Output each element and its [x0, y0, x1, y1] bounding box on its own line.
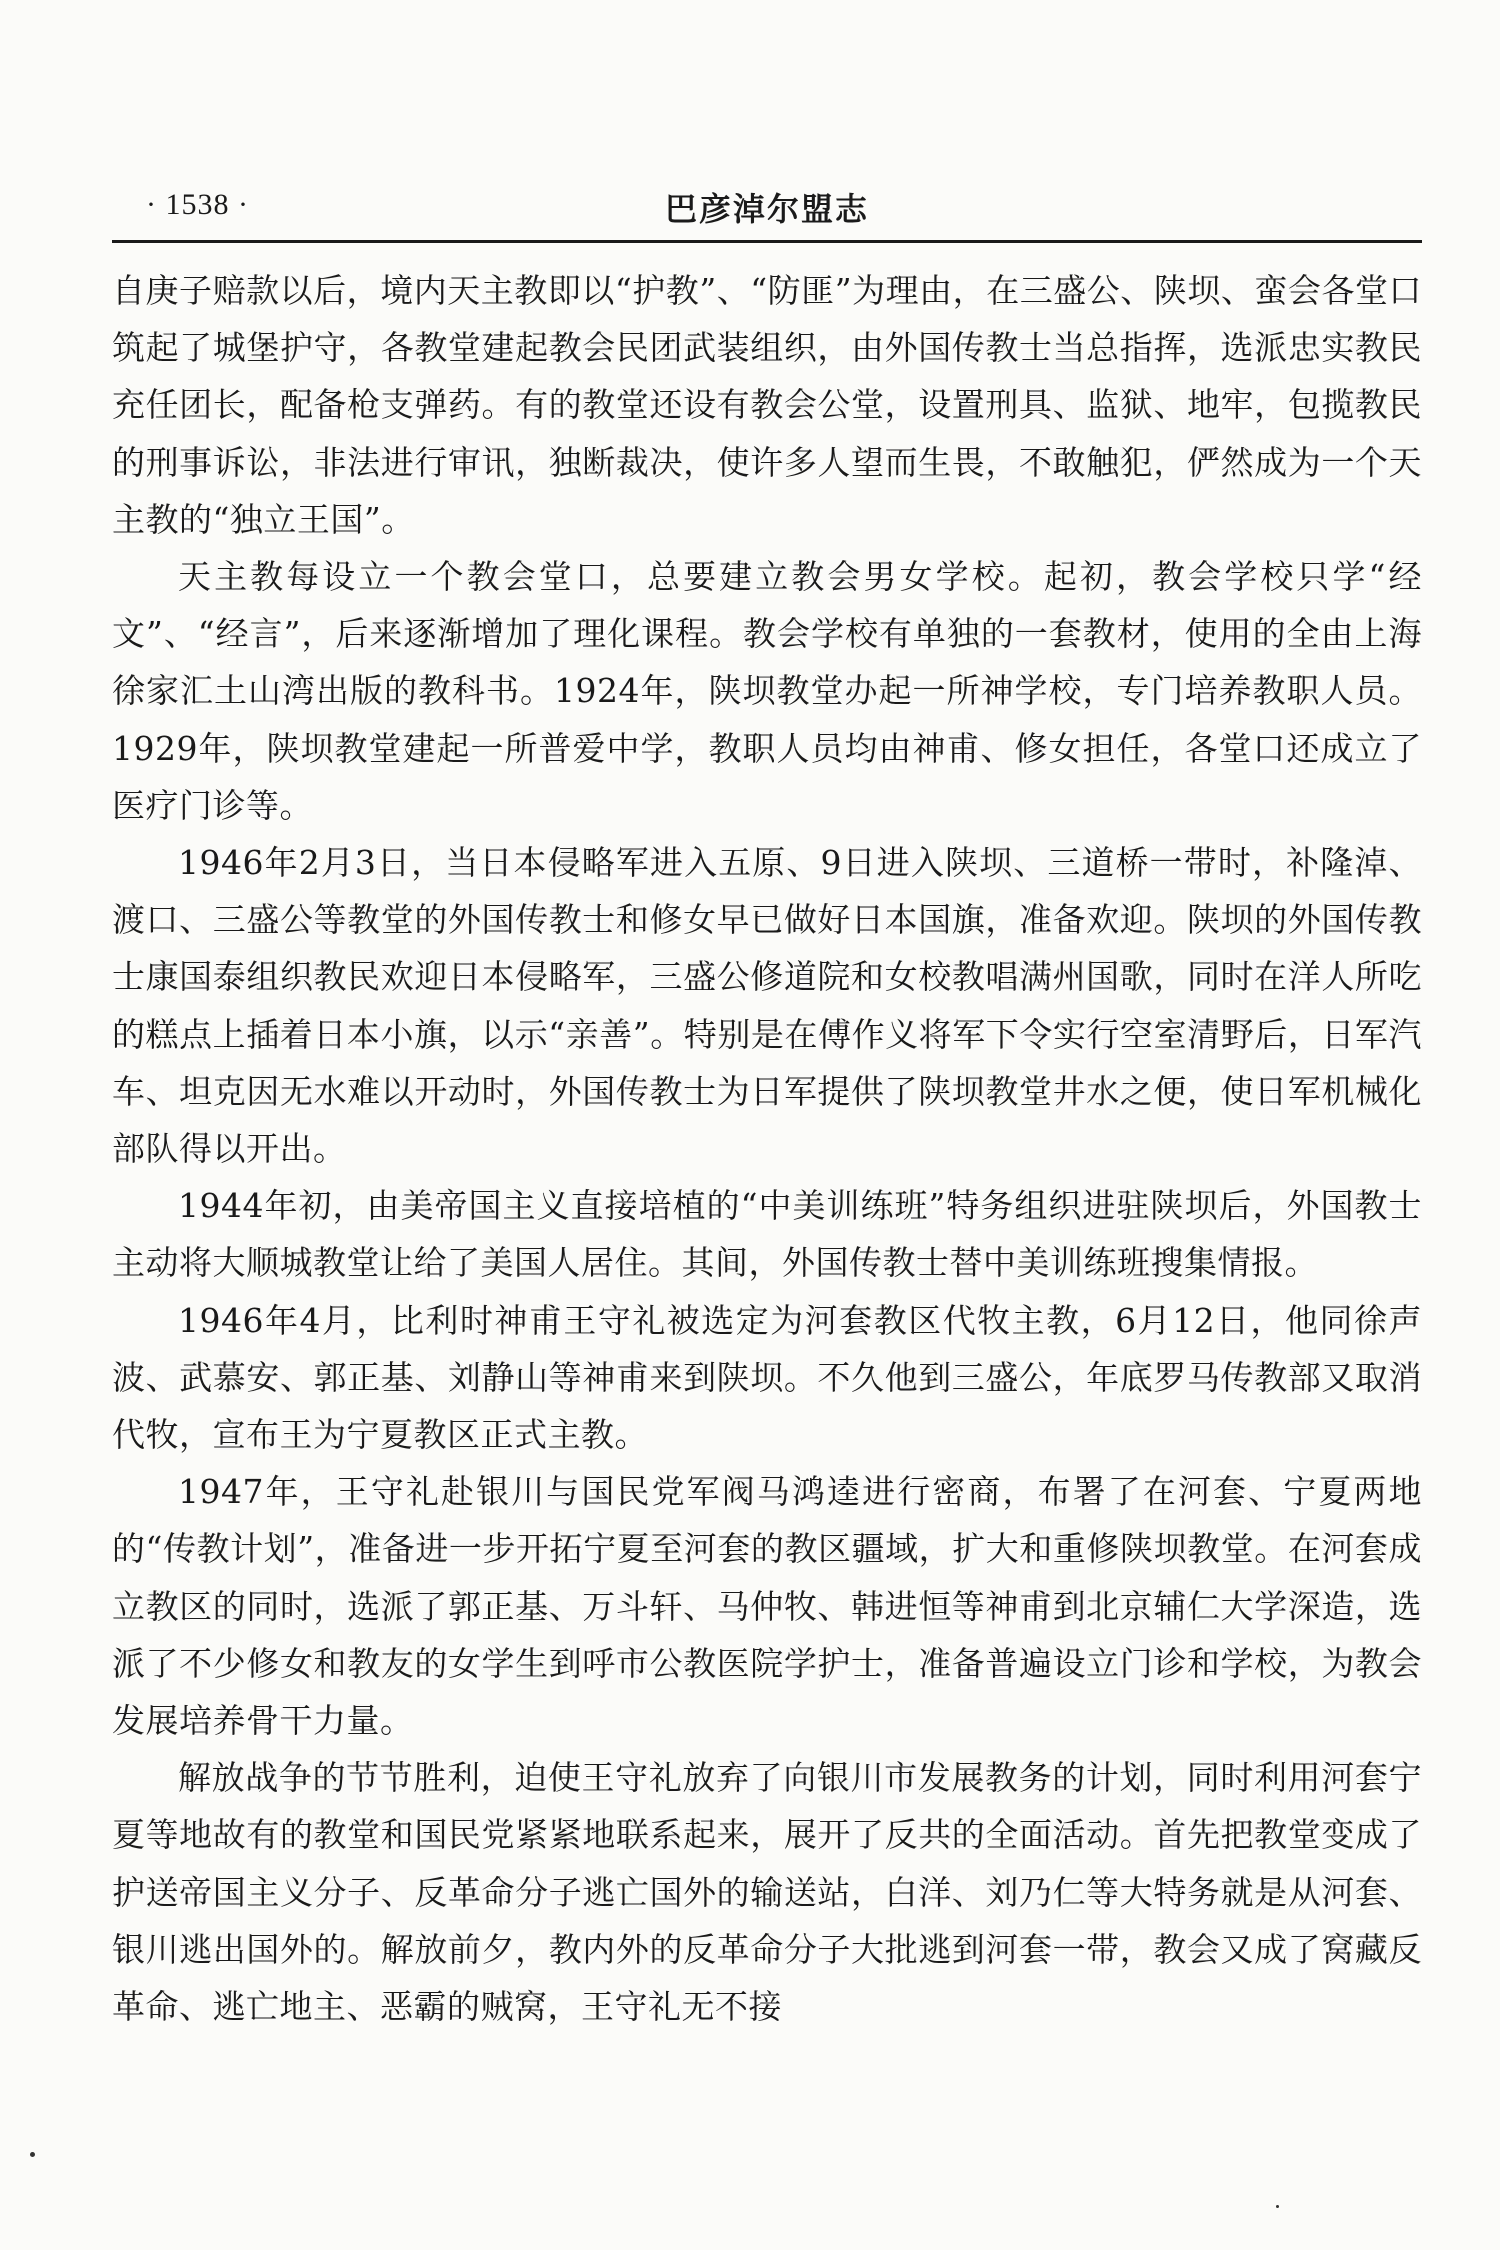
page-header	[112, 178, 1422, 234]
header-rule	[112, 240, 1422, 243]
paragraph: 1946年2月3日，当日本侵略军进入五原、9日进入陕坝、三道桥一带时，补隆淖、渡口、三盛公等教堂的外国传教士和修女早已做好日本国旗，准备欢迎。陕坝的外国传教士康国泰组织教民欢迎日本侵略军，三盛公修道院和女校教唱满州国歌，同时在洋人所吃的糕点上插着日本小旗，以示“亲善”。特别是在傅作义将军下令实行空室清野后，日军汽车、坦克因无水难以开动时，外国传教士为日军提供了陕坝教堂井水之便，使日军机械化部队得以开出。	[112, 843, 1422, 1169]
paragraph: 1947年，王守礼赴银川与国民党军阀马鸿逵进行密商，布署了在河套、宁夏两地的“传教计划”，准备进一步开拓宁夏至河套的教区疆域，扩大和重修陕坝教堂。在河套成立教区的同时，选派了郭正基、万斗轩、马仲牧、韩进恒等神甫到北京辅仁大学深造，选派了不少修女和教友的女学生到呼市公教医院学护士，准备普遍设立门诊和学校，为教会发展培养骨干力量。	[112, 1472, 1422, 1741]
paragraph: 自庚子赔款以后，境内天主教即以“护教”、“防匪”为理由，在三盛公、陕坝、蛮会各堂口筑起了城堡护守，各教堂建起教会民团武装组织，由外国传教士当总指挥，选派忠实教民充任团长，配备枪支弹药。有的教堂还设有教会公堂，设置刑具、监狱、地牢，包揽教民的刑事诉讼，非法进行审讯，独断裁决，使许多人望而生畏，不敢触犯，俨然成为一个天主教的“独立王国”。	[112, 271, 1422, 539]
scan-speck	[30, 2152, 35, 2157]
paragraph: 1946年4月，比利时神甫王守礼被选定为河套教区代牧主教，6月12日，他同徐声波、武慕安、郭正基、刘静山等神甫来到陕坝。不久他到三盛公，年底罗马传教部又取消代牧，宣布王为宁夏教区正式主教。	[112, 1300, 1422, 1455]
paragraph: 解放战争的节节胜利，迫使王守礼放弃了向银川市发展教务的计划，同时利用河套宁夏等地故有的教堂和国民党紧紧地联系起来，展开了反共的全面活动。首先把教堂变成了护送帝国主义分子、反革命分子逃亡国外的输送站，白洋、刘乃仁等大特务就是从河套、银川逃出国外的。解放前夕，教内外的反革命分子大批逃到河套一带，教会又成了窝藏反革命、逃亡地主、恶霸的贼窝，王守礼无不接	[112, 1758, 1422, 2027]
paragraph: 天主教每设立一个教会堂口，总要建立教会男女学校。起初，教会学校只学“经文”、“经言”，后来逐渐增加了理化课程。教会学校有单独的一套教材，使用的全由上海徐家汇土山湾出版的教科书。1924年，陕坝教堂办起一所神学校，专门培养教职人员。1929年，陕坝教堂建起一所普爱中学，教职人员均由神甫、修女担任，各堂口还成立了医疗门诊等。	[112, 557, 1422, 825]
body-text	[112, 262, 1422, 2035]
running-title: 巴彦淖尔盟志	[664, 190, 869, 228]
paragraph: 1944年初，由美帝国主义直接培植的“中美训练班”特务组织进驻陕坝后，外国教士主动将大顺城教堂让给了美国人居住。其间，外国传教士替中美训练班搜集情报。	[112, 1186, 1422, 1283]
page-number: · 1538 ·	[146, 188, 249, 221]
scan-speck	[1276, 2205, 1279, 2208]
